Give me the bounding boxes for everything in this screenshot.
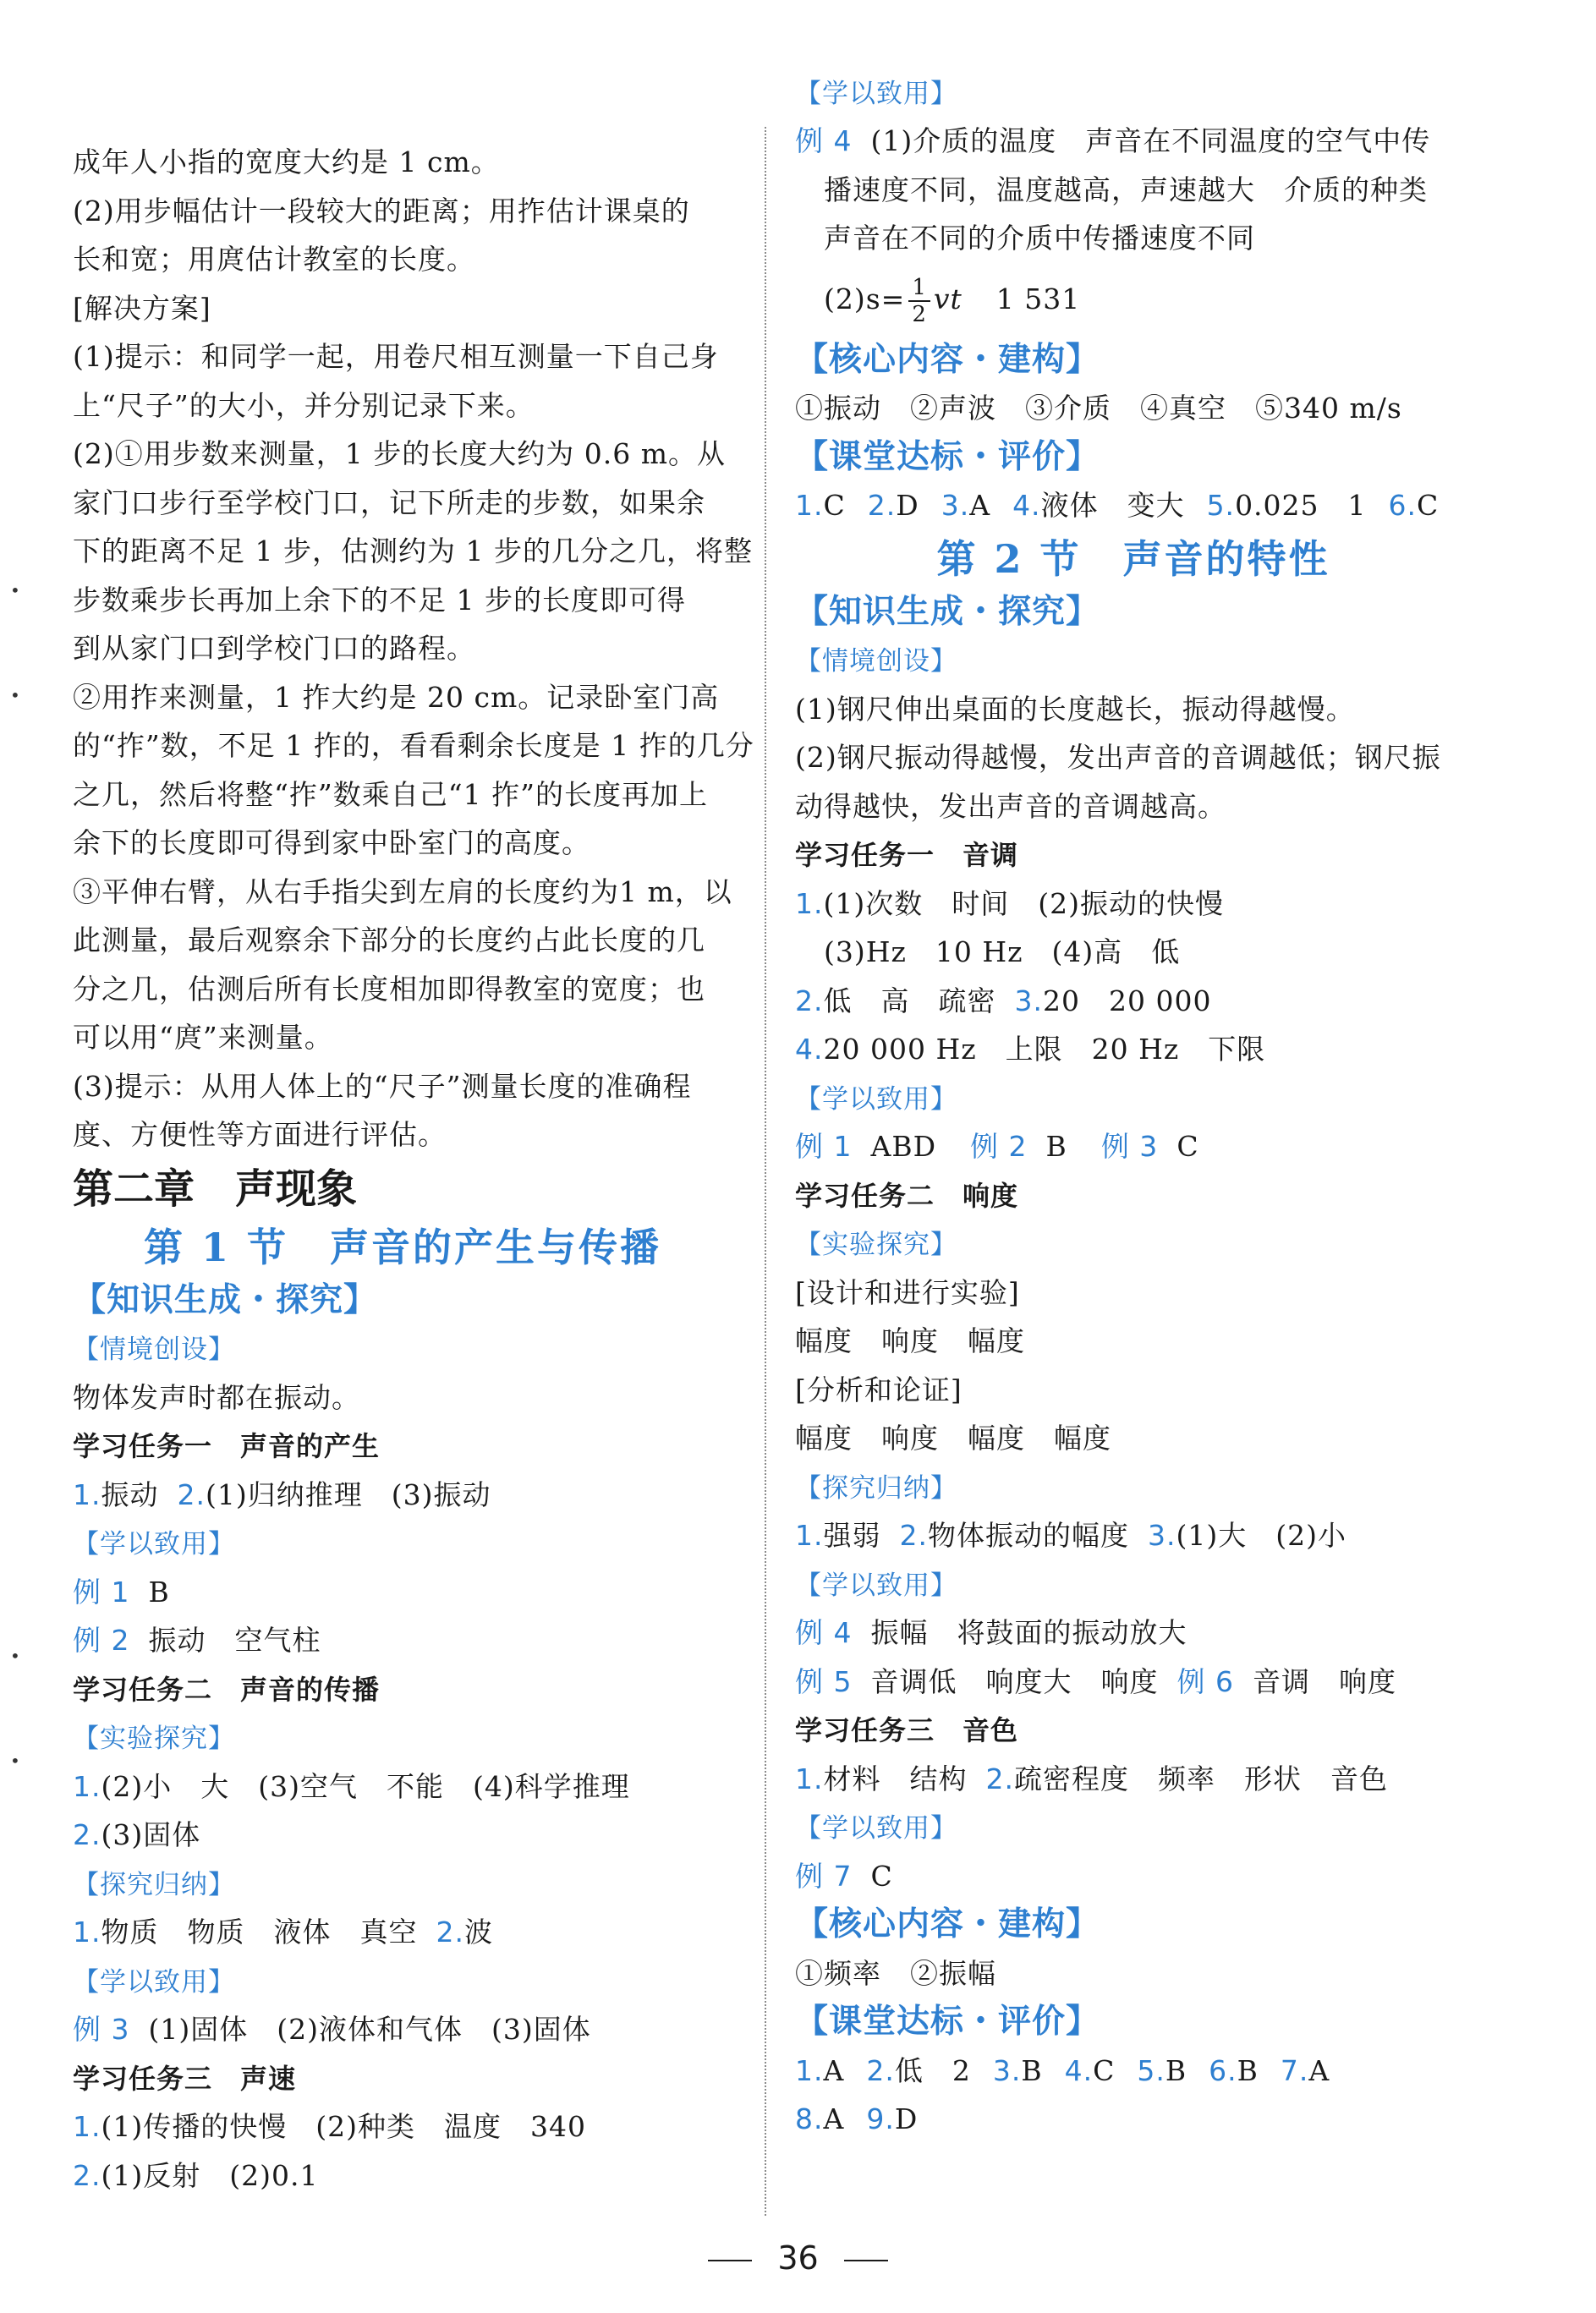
text-line: ②用拃来测量，1 拃大约是 20 cm。记录卧室门高 <box>73 680 720 714</box>
text-line: (1)钢尺伸出桌面的长度越长，振动得越慢。 <box>795 692 1355 726</box>
task-heading: 学习任务二 声音的传播 <box>73 1673 381 1706</box>
apply-tag: 【学以致用】 <box>73 1966 235 1998</box>
summary-tag: 【探究归纳】 <box>73 1869 235 1900</box>
answer-value: A <box>1308 2053 1330 2087</box>
answer-value: B <box>1237 2053 1259 2087</box>
answer-line: 1.物质 物质 液体 真空 2.波 <box>73 1916 493 1949</box>
core-heading: 【核心内容・建构】 <box>795 1905 1100 1943</box>
page-number: 36 <box>0 2239 1596 2277</box>
answer-line: 1.(2)小 大 (3)空气 不能 (4)科学推理 <box>73 1769 630 1803</box>
text-line: 上“尺子”的大小，并分别记录下来。 <box>73 388 535 422</box>
text-line: 下的距离不足 1 步，估测约为 1 步的几分之几，将整 <box>73 534 753 567</box>
analysis-heading: [分析和论证] <box>795 1373 963 1406</box>
margin-mark: • <box>10 1751 20 1771</box>
answer-line: 1.振动 2.(1)归纳推理 (3)振动 <box>73 1477 491 1511</box>
answer-number: 4. <box>1012 489 1041 522</box>
formula-line: (2)s= $\frac{1}{2}$ vt 1 531 <box>824 274 1081 327</box>
answer-line: 2.(3)固体 <box>73 1818 201 1851</box>
text-line: ③平伸右臂，从右手指尖到左肩的长度约为1 m，以 <box>73 874 732 908</box>
text-line: (1)提示：和同学一起，用卷尺相互测量一下自己身 <box>73 340 719 373</box>
answer-value: C <box>823 489 846 522</box>
answer-value: A <box>969 489 991 522</box>
text-line: 之几，然后将整“拃”数乘自己“1 拃”的长度再加上 <box>73 777 708 811</box>
example-line: 例 1 ABD 例 2 B 例 3 C <box>795 1130 1199 1163</box>
task-heading: 学习任务一 声音的产生 <box>73 1430 381 1462</box>
answer-number: 7. <box>1280 2053 1309 2087</box>
core-text: ①振动 ②声波 ③介质 ④真空 ⑤340 m/s <box>795 392 1402 425</box>
text-line: 成年人小指的宽度大约是 1 cm。 <box>73 145 500 178</box>
answer-number: 8. <box>795 2102 824 2135</box>
text-line: 余下的长度即可得到家中卧室门的高度。 <box>73 826 590 859</box>
answer-line: (3)Hz 10 Hz (4)高 低 <box>824 935 1181 968</box>
text-line: (2)用步幅估计一段较大的距离；用拃估计课桌的 <box>73 194 690 227</box>
task-heading: 学习任务一 音调 <box>795 839 1019 871</box>
answer-value: D <box>896 489 919 522</box>
answer-number: 1. <box>795 489 824 522</box>
solution-heading: [解决方案] <box>73 291 211 325</box>
eval-answers <box>795 2047 1472 2096</box>
text-line: 可以用“庹”来测量。 <box>73 1021 333 1054</box>
experiment-tag: 【实验探究】 <box>795 1230 957 1260</box>
margin-mark: • <box>10 1646 20 1666</box>
apply-tag: 【学以致用】 <box>795 1083 957 1115</box>
task-heading: 学习任务三 音色 <box>795 1714 1019 1746</box>
answer-value: A <box>823 2102 845 2135</box>
eval-answers <box>795 481 1472 530</box>
example-line: 例 3 (1)固体 (2)液体和气体 (3)固体 <box>73 2013 591 2046</box>
scene-tag: 【情境创设】 <box>795 646 957 677</box>
scene-text: 物体发声时都在振动。 <box>73 1380 360 1414</box>
example-line: 例 7 C <box>795 1859 893 1893</box>
example-line: 例 4 (1)介质的温度 声音在不同温度的空气中传 <box>795 124 1431 157</box>
knowledge-heading: 【知识生成・探究】 <box>73 1280 378 1319</box>
task-heading: 学习任务三 声速 <box>73 2062 297 2095</box>
summary-tag: 【探究归纳】 <box>795 1472 957 1504</box>
answer-line: 1.(1)次数 时间 (2)振动的快慢 <box>795 886 1224 920</box>
column-divider <box>765 127 766 2216</box>
text-line: 此测量，最后观察余下部分的长度约占此长度的几 <box>73 924 705 956</box>
text-line: (3)提示：从用人体上的“尺子”测量长度的准确程 <box>73 1069 692 1103</box>
margin-mark: • <box>10 685 20 705</box>
eval-heading: 【课堂达标・评价】 <box>795 2003 1100 2041</box>
text-line: 分之几，估测后所有长度相加即得教室的宽度；也 <box>73 972 705 1006</box>
text-line: 播速度不同，温度越高，声速越大 介质的种类 <box>824 173 1428 206</box>
answer-line: 1.强弱 2.物体振动的幅度 3.(1)大 (2)小 <box>795 1519 1346 1552</box>
answer-line: 幅度 响度 幅度 <box>795 1324 1025 1357</box>
answer-number: 5. <box>1137 2053 1165 2087</box>
text-line: 步数乘步长再加上余下的不足 1 步的长度即可得 <box>73 583 686 617</box>
answer-number: 3. <box>941 489 970 522</box>
answer-number: 6. <box>1388 489 1418 522</box>
apply-tag: 【学以致用】 <box>795 78 957 109</box>
example-line: 例 4 振幅 将鼓面的振动放大 <box>795 1616 1187 1649</box>
text-line: 动得越快，发出声音的音调越高。 <box>795 789 1226 823</box>
core-text: ①频率 ②振幅 <box>795 1956 996 1990</box>
answer-value: 0.025 1 <box>1235 489 1367 522</box>
section-title: 第 1 节 声音的产生与传播 <box>143 1224 662 1270</box>
apply-tag: 【学以致用】 <box>73 1529 235 1559</box>
text-line: 到从家门口到学校门口的路程。 <box>73 632 475 665</box>
answer-value: C <box>1417 489 1440 522</box>
core-heading: 【核心内容・建构】 <box>795 340 1100 379</box>
eval-answers <box>795 2095 1472 2144</box>
answer-line: 4.20 000 Hz 上限 20 Hz 下限 <box>795 1033 1266 1066</box>
answer-number: 9. <box>866 2102 895 2135</box>
example-line: 例 2 振动 空气柱 <box>73 1624 321 1657</box>
text-line: 声音在不同的介质中传播速度不同 <box>824 222 1255 255</box>
left-column <box>73 138 754 2200</box>
text-line: 的“拃”数，不足 1 拃的，看看剩余长度是 1 拃的几分 <box>73 729 754 762</box>
answer-number: 2. <box>867 489 897 522</box>
section-title: 第 2 节 声音的特性 <box>936 535 1330 582</box>
eval-heading: 【课堂达标・评价】 <box>795 437 1100 476</box>
answer-value: D <box>894 2102 919 2135</box>
answer-line: 2.(1)反射 (2)0.1 <box>73 2158 319 2192</box>
answer-line: 1.材料 结构 2.疏密程度 频率 形状 音色 <box>795 1762 1388 1795</box>
answer-value: A <box>823 2053 845 2087</box>
answer-number: 6. <box>1209 2053 1237 2087</box>
right-column <box>795 78 1472 2144</box>
task-heading: 学习任务二 响度 <box>795 1179 1019 1212</box>
answer-number: 3. <box>992 2053 1022 2087</box>
knowledge-heading: 【知识生成・探究】 <box>795 592 1100 631</box>
answer-line: 幅度 响度 幅度 幅度 <box>795 1422 1111 1455</box>
answer-value: C <box>1093 2053 1116 2087</box>
answer-value: B <box>1165 2053 1187 2087</box>
text-line: 家门口步行至学校门口，记下所走的步数，如果余 <box>73 485 705 519</box>
answer-value: 低 2 <box>894 2053 971 2087</box>
example-line: 例 1 B <box>73 1575 170 1609</box>
answer-line: 1.(1)传播的快慢 (2)种类 温度 340 <box>73 2110 586 2143</box>
answer-number: 1. <box>795 2053 824 2087</box>
answer-value: B <box>1021 2053 1043 2087</box>
answer-number: 4. <box>1064 2053 1094 2087</box>
experiment-tag: 【实验探究】 <box>73 1724 235 1754</box>
scene-tag: 【情境创设】 <box>73 1335 235 1365</box>
answer-line: 2.低 高 疏密 3.20 20 000 <box>795 984 1212 1017</box>
example-line: 例 5 音调低 响度大 响度 例 6 音调 响度 <box>795 1664 1396 1698</box>
text-line: (2)①用步数来测量，1 步的长度大约为 0.6 m。从 <box>73 437 726 470</box>
answer-number: 5. <box>1206 489 1236 522</box>
text-line: 度、方便性等方面进行评估。 <box>73 1118 447 1151</box>
answer-value: 液体 变大 <box>1040 489 1185 522</box>
apply-tag: 【学以致用】 <box>795 1570 957 1601</box>
text-line: (2)钢尺振动得越慢，发出声音的音调越低；钢尺振 <box>795 741 1441 774</box>
text-line: 长和宽；用庹估计教室的长度。 <box>73 243 475 276</box>
margin-mark: • <box>10 580 20 600</box>
chapter-title: 第二章 声现象 <box>73 1165 358 1213</box>
fraction: $\frac{1}{2}$ <box>908 275 930 327</box>
apply-tag: 【学以致用】 <box>795 1813 957 1844</box>
design-heading: [设计和进行实验] <box>795 1275 1020 1309</box>
answer-number: 2. <box>866 2053 895 2087</box>
